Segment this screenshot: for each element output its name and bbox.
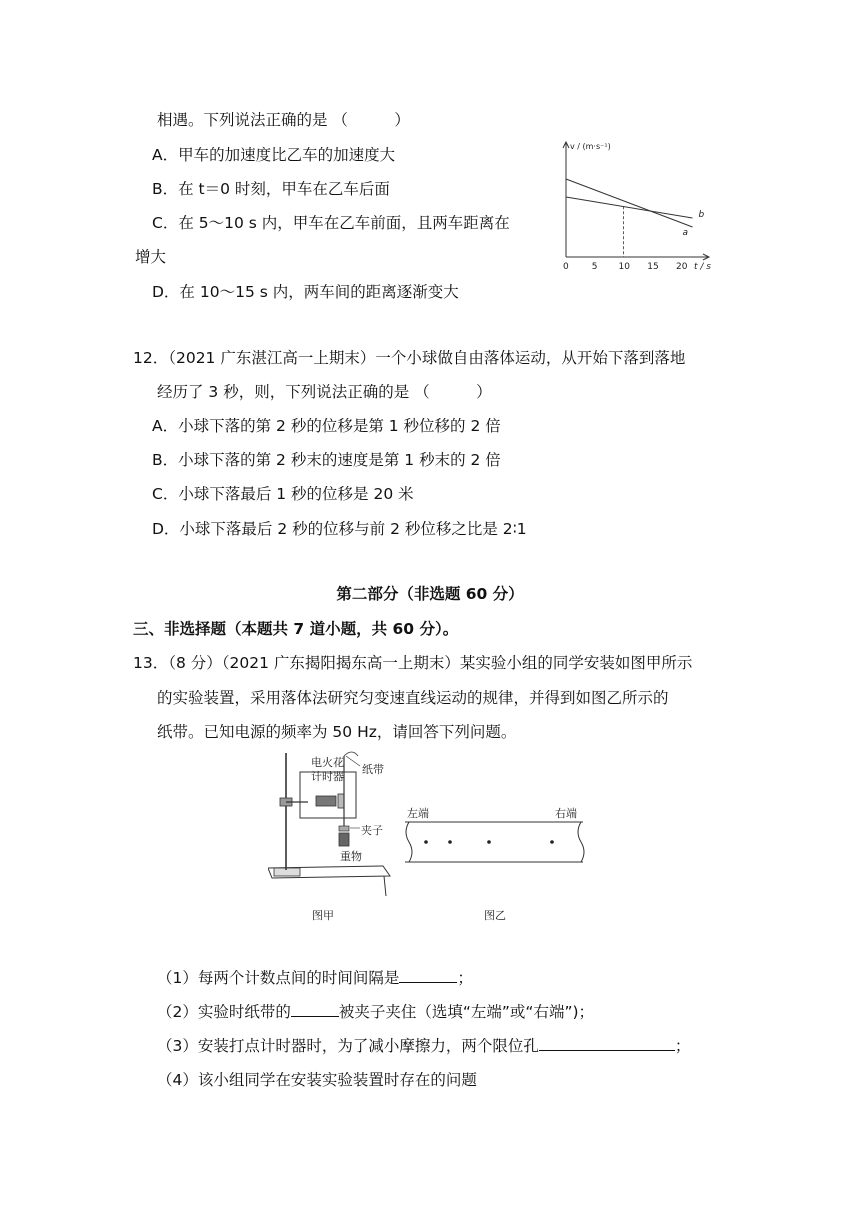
answer-blank-3[interactable]	[539, 1035, 675, 1051]
q13-line2: 的实验装置，采用落体法研究匀变速直线运动的规律，并得到如图乙所示的	[157, 689, 669, 707]
q13-line1: 13．（8 分）（2021 广东揭阳揭东高一上期末）某实验小组的同学安装如图甲所示	[133, 654, 693, 672]
series-label-b: b	[698, 210, 705, 220]
q13-sub1	[157, 967, 473, 989]
series-label-a: a	[682, 228, 689, 238]
series-line-b	[566, 197, 693, 218]
series-line-a	[566, 179, 693, 227]
q11-option-b: B．在 t＝0 时刻，甲车在乙车后面	[152, 180, 390, 198]
x-tick-label: 15	[647, 262, 659, 272]
tape-label: 纸带	[362, 763, 384, 776]
tape-dot	[424, 840, 428, 844]
figure-yi-tape	[405, 818, 590, 868]
x-axis-label: t / s	[694, 262, 711, 272]
section3-heading: 三、非选择题（本题共 7 道小题，共 60 分）。	[133, 620, 459, 638]
tape-dot	[550, 840, 554, 844]
q11-option-c-cont: 增大	[135, 248, 167, 266]
q13-sub2-end: 被夹子夹住（选填“左端”或“右端”)；	[338, 1003, 595, 1021]
q13-sub2-text: （2）实验时纸带的	[157, 1003, 291, 1021]
answer-blank-2[interactable]	[291, 1001, 339, 1017]
tape-dot	[448, 840, 452, 844]
x-tick-label: 20	[676, 262, 688, 272]
timer-label-1: 电火花	[311, 756, 344, 769]
q12-option-b: B．小球下落的第 2 秒末的速度是第 1 秒末的 2 倍	[152, 451, 501, 469]
tape-right-end-label: 右端	[555, 807, 577, 820]
figure-yi-caption: 图乙	[484, 909, 506, 922]
q12-stem-line1: 12．（2021 广东湛江高一上期末）一个小球做自由落体运动，从开始下落到落地	[133, 349, 686, 367]
q13-sub1-text: （1）每两个计数点间的时间间隔是	[157, 969, 400, 987]
q12-option-d: D．小球下落最后 2 秒的位移与前 2 秒位移之比是 2∶1	[152, 520, 527, 538]
q13-sub3	[157, 1035, 690, 1057]
tape-left-end-label: 左端	[407, 807, 429, 820]
q13-sub3-end: ；	[674, 1037, 691, 1055]
x-tick-label: 0	[563, 262, 569, 272]
vt-chart	[548, 135, 718, 275]
weight-label: 重物	[340, 850, 362, 863]
q13-line3: 纸带。已知电源的频率为 50 Hz，请回答下列问题。	[157, 723, 517, 741]
q13-sub4: （4）该小组同学在安装实验装置时存在的问题	[157, 1071, 477, 1089]
q11-stem-tail: 相遇。下列说法正确的是 （ ）	[157, 111, 410, 129]
q13-sub1-end: ；	[457, 969, 473, 987]
y-axis-label: v / (m·s⁻¹)	[570, 142, 611, 151]
timer-label-2: 计时器	[311, 770, 344, 783]
figure-jia-caption: 图甲	[312, 909, 334, 922]
q11-option-a: A．甲车的加速度比乙车的加速度大	[152, 146, 396, 164]
clip-label: 夹子	[361, 824, 383, 837]
answer-blank-1[interactable]	[399, 967, 457, 983]
q12-stem-line2: 经历了 3 秒，则，下列说法正确的是 （ ）	[157, 383, 492, 401]
x-tick-label: 5	[591, 262, 598, 272]
q13-sub3-text: （3）安装打点计时器时，为了减小摩擦力，两个限位孔	[157, 1037, 539, 1055]
q12-option-c: C．小球下落最后 1 秒的位移是 20 米	[152, 485, 414, 503]
q11-option-c: C．在 5～10 s 内，甲车在乙车前面，且两车距离在	[152, 214, 510, 232]
q13-sub2	[157, 1001, 594, 1023]
tape-dot	[487, 840, 491, 844]
q12-option-a: A．小球下落的第 2 秒的位移是第 1 秒位移的 2 倍	[152, 417, 501, 435]
q11-option-d: D．在 10～15 s 内，两车间的距离逐渐变大	[152, 283, 459, 301]
part2-title: 第二部分（非选题 60 分）	[336, 585, 524, 603]
x-tick-label: 10	[618, 262, 630, 272]
